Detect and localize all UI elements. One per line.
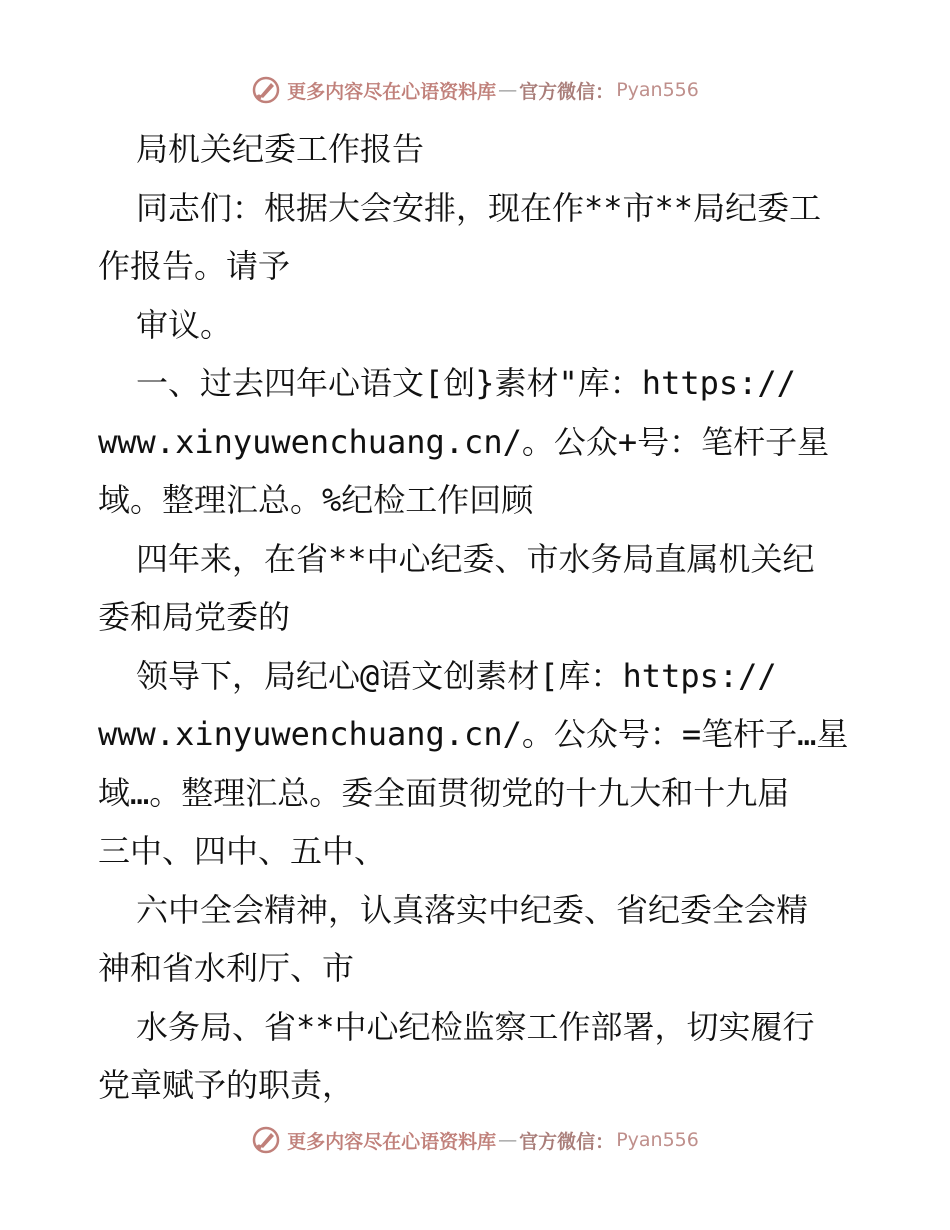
watermark-wechat-id: Pyan556: [616, 1129, 699, 1151]
watermark-official-label: 官方微信：: [519, 80, 615, 103]
watermark-brand: 更多内容尽在心语资料库: [287, 1130, 497, 1153]
document-line: 审议。: [136, 305, 233, 344]
pen-nib-circle-icon: [251, 75, 281, 105]
document-line: 四年来，在省**中心纪委、市水务局直属机关纪: [136, 539, 815, 578]
document-line: 委和局党委的: [98, 598, 291, 636]
watermark-separator: —: [498, 1129, 518, 1151]
watermark-wechat-id: Pyan556: [616, 79, 699, 101]
document-line: 一、过去四年心语文[创}素材"库：https://: [136, 364, 796, 402]
document-body: [98, 120, 858, 1115]
document-line: 领导下，局纪心@语文创素材[库：https://: [136, 656, 777, 695]
watermark-official-label: 官方微信：: [519, 1130, 615, 1153]
document-line: 六中全会精神，认真落实中纪委、省纪委全会精: [136, 890, 809, 929]
watermark-footer: [0, 1120, 950, 1160]
document-line: 域。整理汇总。%纪检工作回顾: [98, 481, 534, 519]
document-line: 作报告。请予: [98, 247, 291, 285]
document-line: 域…。整理汇总。委全面贯彻党的十九大和十九届: [98, 773, 790, 812]
document-line: 三中、四中、五中、: [98, 832, 387, 870]
document-line: 局机关纪委工作报告: [136, 130, 425, 168]
watermark-separator: —: [498, 79, 518, 101]
watermark-header: [0, 70, 950, 110]
document-line: www.xinyuwenchuang.cn/。公众+号：笔杆子星: [98, 422, 830, 461]
watermark-brand: 更多内容尽在心语资料库: [287, 80, 497, 103]
document-line: 神和省水利厅、市: [98, 949, 355, 987]
document-line: www.xinyuwenchuang.cn/。公众号：=笔杆子…星: [98, 715, 849, 753]
document-line: 同志们：根据大会安排，现在作**市**局纪委工: [136, 188, 822, 227]
pen-nib-circle-icon: [251, 1125, 281, 1155]
document-line: 水务局、省**中心纪检监察工作部署，切实履行: [136, 1007, 815, 1046]
document-line: 党章赋予的职责，: [98, 1066, 355, 1104]
